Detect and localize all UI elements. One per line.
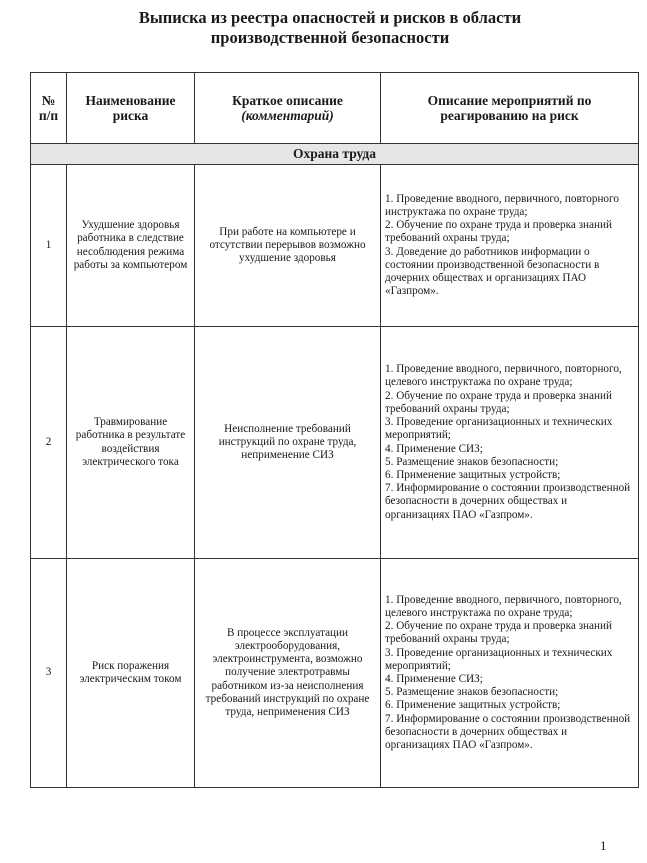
page-title-line-2: производственной безопасности xyxy=(210,28,450,47)
measure-item: 3. Проведение организационных и технических мероприятий; xyxy=(385,416,613,442)
header-measures: Описание мероприятий по реагированию на риск xyxy=(381,73,639,144)
measure-item: 2. Обучение по охране труда и проверка знаний требований охраны труда; xyxy=(385,620,612,646)
row-num: 2 xyxy=(31,327,67,559)
header-num: № п/п xyxy=(31,73,67,144)
header-desc xyxy=(195,73,381,144)
measure-item: 3. Проведение организационных и технических мероприятий; xyxy=(385,646,613,672)
measure-item: 5. Размещение знаков безопасности; xyxy=(385,686,559,699)
risk-description: В процессе эксплуатации электрооборудования, электроинструмента, возможно получение электротравмы работником из-за неисполнения требований инструкций по охране труда, неприменения СИЗ xyxy=(195,559,381,788)
risk-register-table xyxy=(30,72,639,788)
risk-measures xyxy=(381,327,639,559)
risk-measures xyxy=(381,165,639,327)
measure-item: 2. Обучение по охране труда и проверка знаний требований охраны труда; xyxy=(385,389,612,415)
measure-item: 4. Применение СИЗ; xyxy=(385,673,483,685)
risk-description: Неисполнение требований инструкций по охране труда, неприменение СИЗ xyxy=(195,327,381,559)
header-name: Наименование риска xyxy=(67,73,195,144)
measure-item: 1. Проведение вводного, первичного, повторного инструктажа по охране труда; xyxy=(385,192,619,218)
header-desc-line-1: Краткое описание xyxy=(232,93,343,108)
page-title xyxy=(60,8,600,48)
row-num: 1 xyxy=(31,165,67,327)
measure-item: 1. Проведение вводного, первичного, повторного, целевого инструктажа по охране труда; xyxy=(385,593,622,619)
table-row xyxy=(31,327,639,559)
header-desc-line-2: (комментарий) xyxy=(241,108,334,123)
measure-item: 7. Информирование о состоянии производственной безопасности в дочерних обществах и организациях ПАО «Газпром». xyxy=(385,712,631,752)
measure-item: 6. Применение защитных устройств; xyxy=(385,699,561,712)
risk-name: Ухудшение здоровья работника в следствие несоблюдения режима работы за компьютером xyxy=(67,165,195,327)
measure-item: 6. Применение защитных устройств; xyxy=(385,468,561,481)
page-number: 1 xyxy=(600,838,607,853)
row-num: 3 xyxy=(31,559,67,788)
measure-item: 1. Проведение вводного, первичного, повторного, целевого инструктажа по охране труда; xyxy=(385,363,622,389)
section-row xyxy=(31,144,639,165)
measure-item: 7. Информирование о состоянии производственной безопасности в дочерних обществах и организациях ПАО «Газпром». xyxy=(385,482,631,521)
risk-description: При работе на компьютере и отсутствии перерывов возможно ухудшение здоровья xyxy=(195,165,381,327)
risk-measures xyxy=(381,559,639,788)
table-row xyxy=(31,559,639,788)
risk-name: Травмирование работника в результате воздействия электрического тока xyxy=(67,327,195,559)
page-title-line-1: Выписка из реестра опасностей и рисков в области xyxy=(138,8,522,27)
risk-name: Риск поражения электрическим током xyxy=(67,559,195,788)
table-header-row xyxy=(31,73,639,144)
measure-item: 4. Применение СИЗ; xyxy=(385,442,483,455)
section-title: Охрана труда xyxy=(31,144,639,165)
measure-item: 2. Обучение по охране труда и проверка знаний требований охраны труда; xyxy=(385,219,612,245)
table-row xyxy=(31,165,639,327)
measure-item: 5. Размещение знаков безопасности; xyxy=(385,455,559,468)
measure-item: 3. Доведение до работников информации о состоянии производственной безопасности в дочерних обществах и организациях ПАО «Газпром». xyxy=(385,245,600,298)
